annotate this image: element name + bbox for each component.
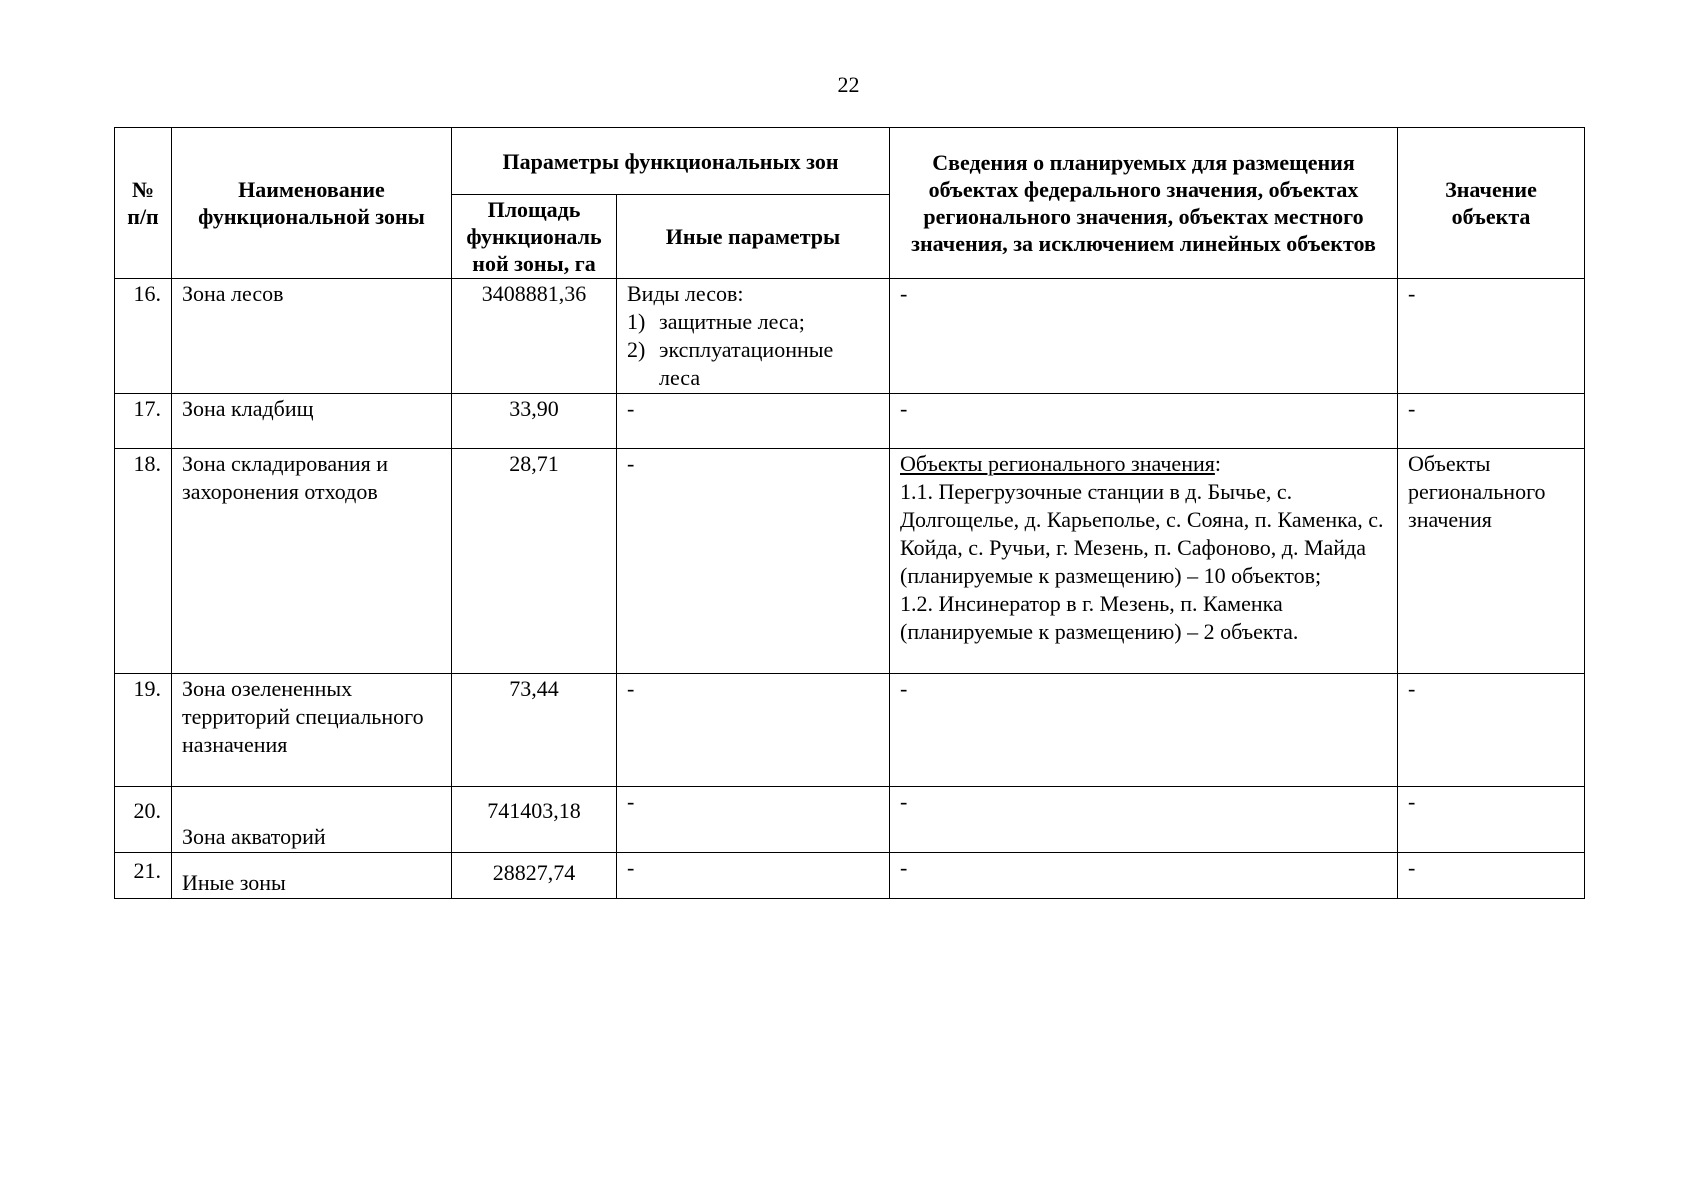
row-area: 33,90 — [452, 394, 617, 449]
row-num: 18. — [115, 449, 172, 674]
info-item: 1.2. Инсинератор в г. Мезень, п. Каменка (планируемые к размещению) – 2 объекта. — [900, 591, 1299, 644]
row-significance: - — [1398, 674, 1585, 787]
list-marker: 1) — [627, 309, 646, 334]
header-area: Площадь функциональ ной зоны, га — [452, 195, 617, 279]
list-item-text: защитные леса; — [659, 309, 805, 334]
info-heading: Объекты регионального значения — [900, 451, 1215, 476]
row-zone-name: Зона озелененных территорий специального назначения — [172, 674, 452, 787]
row-significance: Объекты регионального значения — [1398, 449, 1585, 674]
row-info: - — [890, 674, 1398, 787]
table-row — [115, 674, 1585, 787]
list-item-text: эксплуатационные леса — [659, 337, 834, 390]
row-info — [890, 449, 1398, 674]
table-row — [115, 787, 1585, 853]
header-other-params: Иные параметры — [617, 195, 890, 279]
list-item — [627, 308, 879, 336]
table-row — [115, 279, 1585, 394]
row-significance: - — [1398, 394, 1585, 449]
row-other-params: - — [617, 449, 890, 674]
table-row — [115, 394, 1585, 449]
row-area: 3408881,36 — [452, 279, 617, 394]
info-item: 1.1. Перегрузочные станции в д. Бычье, с. Долгощелье, д. Карьеполье, с. Сояна, п. Каменка, с. Койда, с. Ручьи, г. Мезень, п. Сафоново, д. Майда (планируемые к размещению) – 10 объектов; — [900, 479, 1384, 588]
info-heading-line — [900, 450, 1387, 478]
table-row — [115, 449, 1585, 674]
row-area: 741403,18 — [452, 787, 617, 853]
row-other-params — [617, 279, 890, 394]
row-info: - — [890, 787, 1398, 853]
row-num: 20. — [115, 787, 172, 853]
row-num: 19. — [115, 674, 172, 787]
row-num: 21. — [115, 853, 172, 899]
row-significance: - — [1398, 853, 1585, 899]
row-zone-name: Зона лесов — [172, 279, 452, 394]
row-info: - — [890, 279, 1398, 394]
header-num: № п/п — [115, 128, 172, 279]
row-info: - — [890, 394, 1398, 449]
row-significance: - — [1398, 279, 1585, 394]
list-marker: 2) — [627, 337, 646, 362]
row-area: 28827,74 — [452, 853, 617, 899]
row-zone-name: Зона складирования и захоронения отходов — [172, 449, 452, 674]
row-zone-name: Зона кладбищ — [172, 394, 452, 449]
row-other-params: - — [617, 674, 890, 787]
row-num: 16. — [115, 279, 172, 394]
row-other-params: - — [617, 787, 890, 853]
table-row — [115, 853, 1585, 899]
table-header-row — [115, 128, 1585, 195]
forest-types-title: Виды лесов: — [627, 281, 744, 306]
row-info: - — [890, 853, 1398, 899]
page-number: 22 — [837, 72, 860, 97]
list-item — [627, 336, 879, 392]
row-zone-name: Зона акваторий — [172, 787, 452, 853]
info-heading-suffix: : — [1214, 451, 1221, 476]
row-other-params: - — [617, 853, 890, 899]
row-area: 73,44 — [452, 674, 617, 787]
row-other-params: - — [617, 394, 890, 449]
header-significance: Значение объекта — [1398, 128, 1585, 279]
row-area: 28,71 — [452, 449, 617, 674]
header-info: Сведения о планируемых для размещения объектах федерального значения, объектах регионального значения, объектах местного значения, за исключением линейных объектов — [890, 128, 1398, 279]
functional-zones-table — [114, 127, 1585, 899]
row-num: 17. — [115, 394, 172, 449]
header-params-group: Параметры функциональных зон — [452, 128, 890, 195]
row-zone-name: Иные зоны — [172, 853, 452, 899]
header-name: Наименование функциональной зоны — [172, 128, 452, 279]
row-significance: - — [1398, 787, 1585, 853]
